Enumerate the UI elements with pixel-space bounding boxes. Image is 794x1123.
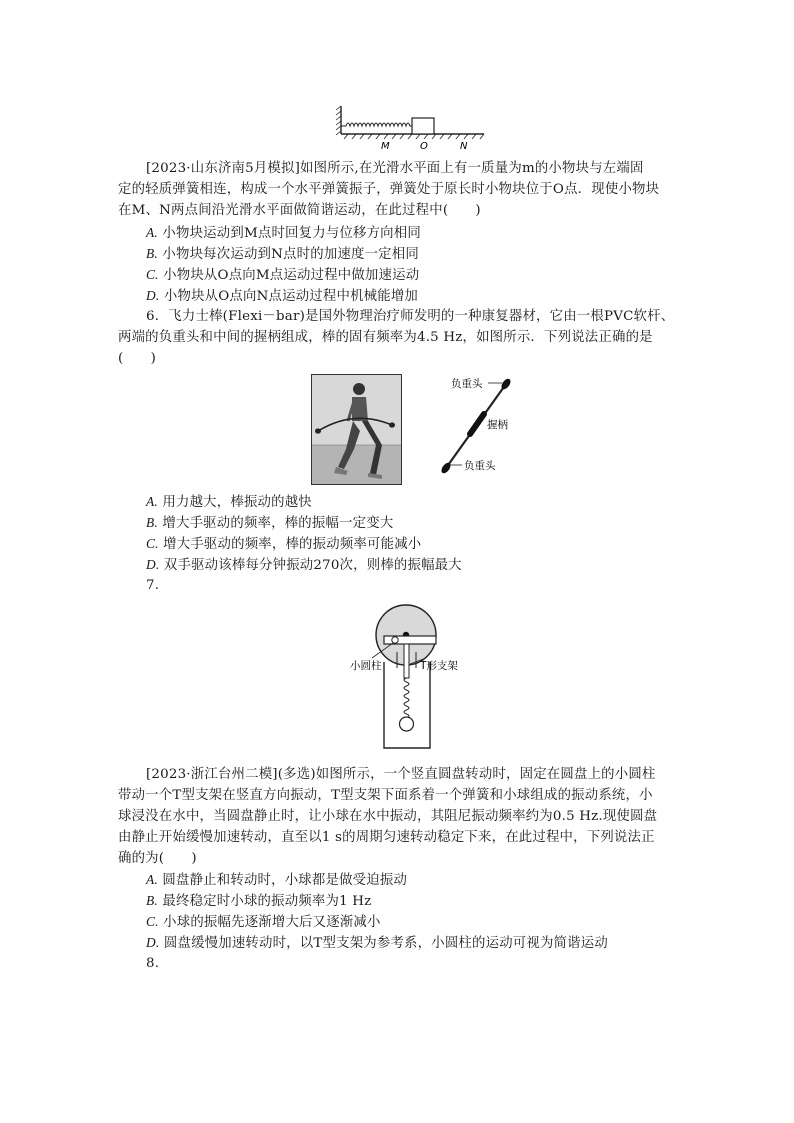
q8-number: 8. <box>146 956 160 971</box>
q7-stem-line-3: 球浸没在水中，当圆盘静止时，让小球在水中振动，其阻尼振动频率约为0.5 Hz.现使圆盘 <box>118 809 658 824</box>
option-letter: B. <box>146 893 158 908</box>
option-text: 小球的振幅先逐渐增大后又逐渐减小 <box>163 915 381 930</box>
q5-stem-line-2: 定的轻质弹簧相连，构成一个水平弹簧振子，弹簧处于原长时小物块位于O点．现使小物块 <box>118 182 660 197</box>
handle-label: 握柄 <box>487 419 508 431</box>
option-letter: B. <box>146 246 158 261</box>
q6-option-d <box>146 556 462 575</box>
option-text: 小物块从O点向N点运动过程中机械能增加 <box>163 289 419 304</box>
q5-option-d <box>146 287 418 306</box>
q6-stem-line-1: 6．飞力士棒(Flexi－bar)是国外物理治疗师发明的一种康复器材，它由一根PVC软杆、 <box>146 309 675 324</box>
option-letter: C. <box>146 536 159 551</box>
q7-option-d <box>146 934 608 953</box>
q7-stem-line-1: [2023·浙江台州二模](多选)如图所示，一个竖直圆盘转动时，固定在圆盘上的小圆柱 <box>146 767 656 782</box>
option-text: 小物块每次运动到N点时的加速度一定相同 <box>162 247 419 262</box>
small-cylinder-label: 小圆柱 <box>350 660 382 672</box>
top-weight-label: 负重头 <box>451 378 483 390</box>
option-letter: D. <box>146 557 160 572</box>
option-letter: A. <box>146 872 158 887</box>
q7-option-b <box>146 892 371 911</box>
option-text: 最终稳定时小球的振动频率为1 Hz <box>162 894 372 909</box>
point-n-label: N <box>460 141 468 152</box>
t-bracket-label: T形支架 <box>420 660 458 672</box>
option-text: 小物块运动到M点时回复力与位移方向相同 <box>162 226 421 241</box>
option-text: 增大手驱动的频率，棒的振动频率可能减小 <box>163 537 422 552</box>
q5-stem-line-3: 在M、N两点间沿光滑水平面做简谐运动，在此过程中( ) <box>118 203 481 218</box>
q7-stem-line-5: 确的为( ) <box>118 851 197 866</box>
q6-stem-line-2: 两端的负重头和中间的握柄组成，棒的固有频率为4.5 Hz，如图所示．下列说法正确的是 <box>118 330 653 345</box>
option-text: 圆盘缓慢加速转动时，以T型支架为参考系，小圆柱的运动可视为简谐运动 <box>163 936 608 951</box>
option-text: 双手驱动该棒每分钟振动270次，则棒的振幅最大 <box>163 558 462 573</box>
q5-option-a <box>146 224 421 243</box>
bottom-weight-label: 负重头 <box>464 460 496 472</box>
q7-option-a <box>146 871 407 890</box>
option-letter: D. <box>146 288 160 303</box>
q5-option-c <box>146 266 419 285</box>
point-m-label: M <box>381 141 390 152</box>
option-letter: C. <box>146 914 159 929</box>
q6-stem-line-3: ( ) <box>118 351 157 366</box>
q7-number: 7. <box>146 578 160 593</box>
flexi-bar-photo <box>311 374 402 485</box>
option-letter: D. <box>146 935 160 950</box>
option-letter: A. <box>146 494 158 509</box>
q5-option-b <box>146 245 419 264</box>
flexi-bar-diagram <box>430 372 536 480</box>
option-letter: C. <box>146 267 159 282</box>
q7-stem-line-4: 由静止开始缓慢加速转动，直至以1 s的周期匀速转动稳定下来，在此过程中，下列说法正 <box>118 830 655 845</box>
q6-option-a <box>146 493 312 512</box>
point-o-label: O <box>420 141 428 152</box>
spring-oscillator-figure <box>334 104 486 152</box>
option-text: 增大手驱动的频率，棒的振幅一定变大 <box>162 516 394 531</box>
q5-stem-line-1: [2023·山东济南5月模拟]如图所示,在光滑水平面上有一质量为m的小物块与左端固 <box>146 161 644 176</box>
q6-option-c <box>146 535 421 554</box>
q7-option-c <box>146 913 381 932</box>
option-text: 用力越大，棒振动的越快 <box>162 495 312 510</box>
option-text: 圆盘静止和转动时，小球都是做受迫振动 <box>162 873 408 888</box>
option-text: 小物块从O点向M点运动过程中做加速运动 <box>163 268 420 283</box>
rotating-disk-figure <box>346 602 464 752</box>
q6-option-b <box>146 514 393 533</box>
option-letter: B. <box>146 515 158 530</box>
q7-stem-line-2: 带动一个T型支架在竖直方向振动，T型支架下面系着一个弹簧和小球组成的振动系统，小 <box>118 788 653 803</box>
option-letter: A. <box>146 225 158 240</box>
